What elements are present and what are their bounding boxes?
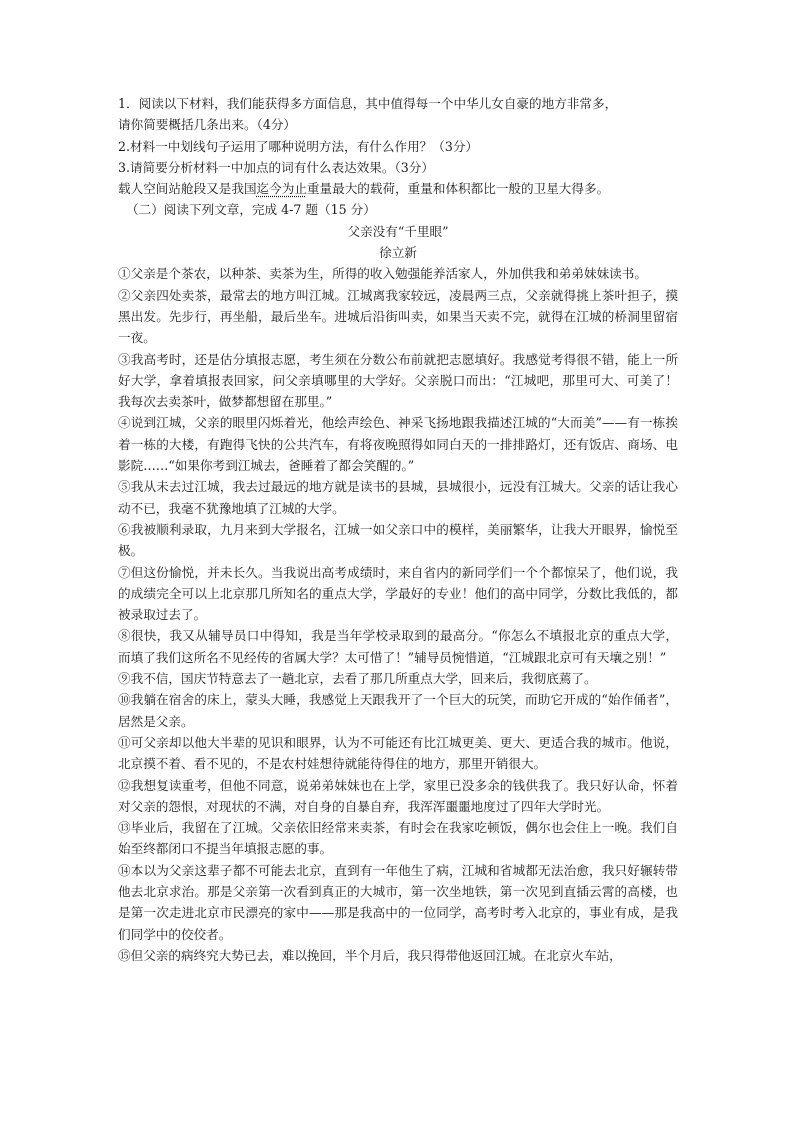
article-title: 父亲没有“千里眼” — [347, 223, 449, 239]
paragraph-10: ⑩我躺在宿舍的床上，蒙头大睡，我感觉上天跟我开了一个巨大的玩笑，而助它开成的“始作俑者”，居然是父亲。 — [118, 692, 678, 729]
paragraph-9: ⑨我不信，国庆节特意去了一趟北京，去看了那几所重点大学，回来后，我彻底蔫了。 — [118, 671, 597, 687]
sentence-part-b: 重量最大的载荷，重量和体积都比一般的卫星大得多。 — [306, 181, 610, 197]
article-author: 徐立新 — [379, 245, 417, 261]
paragraph-4: ④说到江城，父亲的眼里闪烁着光，他绘声绘色、神采飞扬地跟我描述江城的“大而美”——有一栋挨着一栋的大楼，有跑得飞快的公共汽车，有将夜晚照得如同白天的一排排路灯，还有饭店、商场、电影院……“如果你考到江城去，爸睡着了都会笑醒的。” — [118, 415, 678, 474]
paragraph-7: ⑦但这份愉悦，并未长久。当我说出高考成绩时，来自省内的新同学们一个个都惊呆了，他们说，我的成绩完全可以上北京那几所知名的重点大学，学最好的专业！他们的高中同学，分数比我低的，都被录取过去了。 — [118, 564, 678, 623]
sentence-part-a: 载人空间站舱段又是我国 — [118, 181, 257, 197]
material-sentence — [118, 178, 678, 199]
paragraph-5: ⑤我从未去过江城，我去过最远的地方就是读书的县城，县城很小，远没有江城大。父亲的话让我心动不已，我毫不犹豫地填了江城的大学。 — [118, 479, 678, 516]
question-1-line-1: 1．阅读以下材料，我们能获得多方面信息，其中值得每一个中华儿女自豪的地方非常多， — [118, 96, 618, 111]
paragraph-13: ⑬毕业后，我留在了江城。父亲依旧经常来卖茶，有时会在我家吃顿饭，偶尔也会住上一晚。我们自始至终都闭口不提当年填报志愿的事。 — [118, 820, 678, 857]
paragraph-11: ⑪可父亲却以他大半辈的见识和眼界，认为不可能还有比江城更美、更大、更适合我的城市。他说，北京摸不着、看不见的，不是农村娃想待就能待得住的地方，那里开销很大。 — [118, 734, 678, 772]
question-1-line-2: 请你简要概括几条出来。（4分） — [118, 117, 297, 133]
question-3: 3.请简要分析材料一中加点的词有什么表达效果。（3分） — [118, 159, 434, 175]
paragraph-1: ①父亲是个茶农，以种茶、卖茶为生，所得的收入勉强能养活家人，外加供我和弟弟妹妹读书。 — [118, 266, 647, 282]
paragraph-12: ⑫我想复读重考，但他不同意，说弟弟妹妹也在上学，家里已没多余的钱供我了。我只好认命，怀着对父亲的怨恨，对现状的不满，对自身的自暴自弃，我浑浑噩噩地度过了四年大学时光。 — [118, 777, 678, 814]
question-2: 2.材料一中划线句子运用了哪种说明方法，有什么作用？（3分） — [118, 138, 479, 154]
paragraph-2: ②父亲四处卖茶，最常去的地方叫江城。江城离我家较远，凌晨两三点，父亲就得挑上茶叶担子，摸黑出发。先步行，再坐船，最后坐车。进城后沿街叫卖，如果当天卖不完，就得在江城的桥洞里留宿一夜。 — [118, 287, 678, 346]
paragraph-3: ③我高考时，还是估分填报志愿，考生须在分数公布前就把志愿填好。我感觉考得很不错，能上一所好大学，拿着填报表回家，问父亲填哪里的大学好。父亲脱口而出：“江城吧，那里可大、可美了！我每次去卖茶叶，做梦都想留在那里。” — [118, 351, 678, 410]
paragraph-14: ⑭本以为父亲这辈子都不可能去北京，直到有一年他生了病，江城和省城都无法治愈，我只好辗转带他去北京求治。那是父亲第一次看到真正的大城市，第一次坐地铁，第一次见到直插云霄的高楼，也是第一次走进北京市民漂亮的家中——那是我高中的一位同学，高考时考入北京的，事业有成，是我们同学中的佼佼者。 — [118, 862, 678, 942]
paragraph-8: ⑧很快，我又从辅导员口中得知，我是当年学校录取到的最高分。“你怎么不填报北京的重点大学，而填了我们这所名不见经传的省属大学？太可惜了！”辅导员惋惜道，“江城跟北京可有天壤之别！” — [118, 628, 678, 665]
dotted-words: 迄今为止 — [256, 181, 307, 197]
section-heading: （二）阅读下列文章，完成 4-7 题（15 分） — [126, 202, 376, 218]
document-page — [118, 93, 678, 966]
paragraph-6: ⑥我被顺利录取，九月来到大学报名，江城一如父亲口中的模样，美丽繁华，让我大开眼界，愉悦至极。 — [118, 521, 678, 559]
paragraph-15: ⑮但父亲的病终究大势已去，难以挽回，半个月后，我只得带他返回江城。在北京火车站， — [118, 947, 622, 963]
